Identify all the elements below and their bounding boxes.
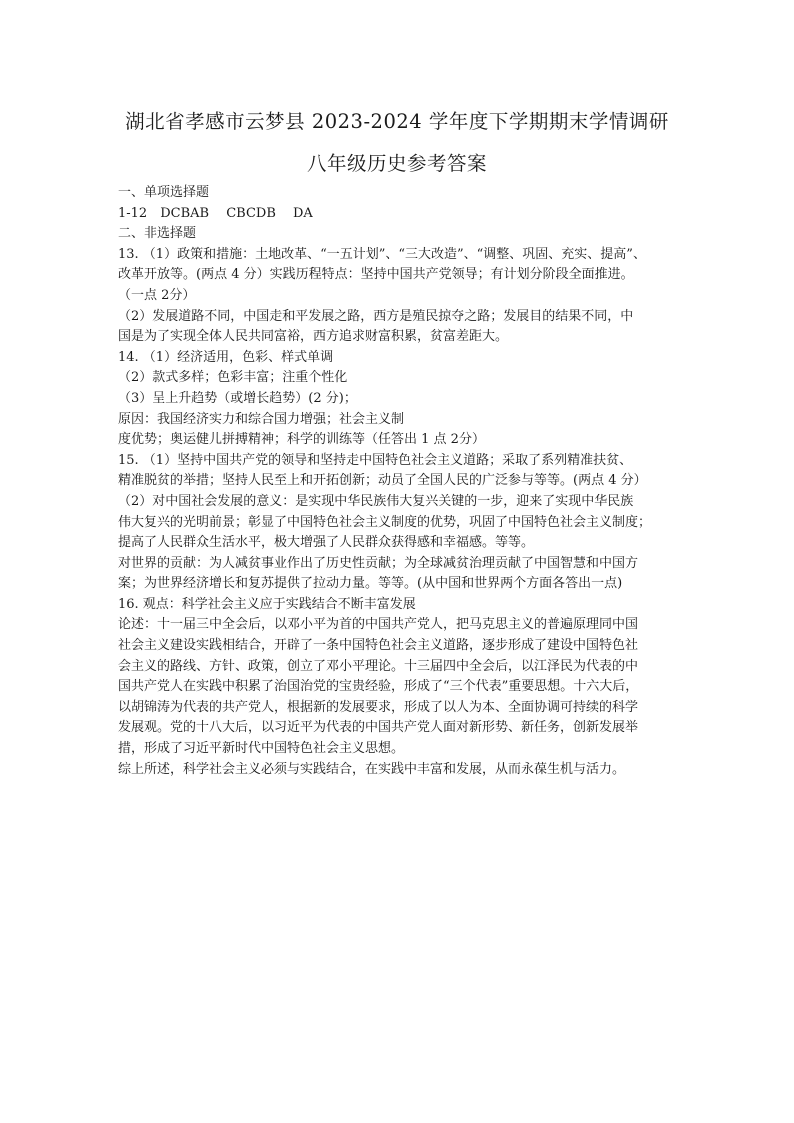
answer-line: （2）发展道路不同，中国走和平发展之路，西方是殖民掠夺之路；发展目的结果不同，中 xyxy=(118,308,634,324)
answer-line: 论述：十一届三中全会后，以邓小平为首的中国共产党人，把马克思主义的普遍原理同中国 xyxy=(118,617,639,633)
answer-line: 会主义的路线、方针、政策，创立了邓小平理论。十三届四中全会后，以江泽民为代表的中 xyxy=(118,658,639,674)
answer-content xyxy=(118,183,684,780)
section-heading-non-choice: 二、非选择题 xyxy=(118,226,197,242)
answer-line: （2）款式多样；色彩丰富；注重个性化 xyxy=(118,370,348,386)
answer-line: 度优势；奥运健儿拼搏精神；科学的训练等（任答出 1 点 2分） xyxy=(118,432,485,448)
answer-line: 社会主义建设实践相结合，开辟了一条中国特色社会主义道路，逐步形成了建设中国特色社 xyxy=(118,638,639,654)
document-subtitle: 八年级历史参考答案 xyxy=(306,152,487,175)
answer-line: 伟大复兴的光明前景；彰显了中国特色社会主义制度的优势，巩固了中国特色社会主义制度； xyxy=(118,514,652,530)
answer-line: 提高了人民群众生活水平，极大增强了人民群众获得感和幸福感。等等。 xyxy=(118,535,535,551)
single-choice-answers: 1-12 DCBAB CBCDB DA xyxy=(118,205,313,221)
answer-line: 对世界的贡献：为人减贫事业作出了历史性贡献；为全球减贫治理贡献了中国智慧和中国方 xyxy=(118,555,639,571)
answer-line: 16. 观点：科学社会主义应于实践结合不断丰富发展 xyxy=(118,596,416,612)
answer-line: 以胡锦涛为代表的共产党人，根据新的发展要求，形成了以人为本、全面协调可持续的科学 xyxy=(118,699,639,715)
answer-line: 15. （1）坚持中国共产党的领导和坚持走中国特色社会主义道路；采取了系列精准扶贫、 xyxy=(118,452,633,468)
answer-line: 国是为了实现全体人民共同富裕，西方追求财富积累，贫富差距大。 xyxy=(118,329,509,345)
answer-line: 改革开放等。(两点 4 分）实践历程特点：坚持中国共产党领导；有计划分阶段全面推进。 xyxy=(118,267,634,283)
answer-line: 13. （1）政策和措施：土地改革、“一五计划”、“三大改造”、“调整、巩固、充实、提高”、 xyxy=(118,246,646,262)
answer-line: 14. （1）经济适用，色彩、样式单调 xyxy=(118,349,334,365)
answer-line: 精准脱贫的举措；坚持人民至上和开拓创新；动员了全国人民的广泛参与等等。(两点 4 分） xyxy=(118,473,647,489)
answer-line: （2）对中国社会发展的意义：是实现中华民族伟大复兴关键的一步，迎来了实现中华民族 xyxy=(118,493,634,509)
document-title: 湖北省孝感市云梦县 2023-2024 学年度下学期期末学情调研 xyxy=(125,110,669,133)
answer-line: 发展观。党的十八大后，以习近平为代表的中国共产党人面对新形势、新任务，创新发展举 xyxy=(118,720,639,736)
answer-line: 措，形成了习近平新时代中国特色社会主义思想。 xyxy=(118,741,405,757)
answer-line: 综上所述，科学社会主义必须与实践结合，在实践中丰富和发展，从而永葆生机与活力。 xyxy=(118,761,626,777)
section-heading-single-choice: 一、单项选择题 xyxy=(118,185,210,200)
answer-line: 原因：我国经济实力和综合国力增强；社会主义制 xyxy=(118,411,405,427)
answer-line: （一点 2分） xyxy=(118,287,196,303)
answer-line: （3）呈上升趋势（或增长趋势）(2 分)； xyxy=(118,390,357,406)
answer-line: 国共产党人在实践中积累了治国治党的宝贵经验，形成了“三个代表”重要思想。十六大后， xyxy=(118,679,639,695)
answer-line: 案；为世界经济增长和复苏提供了拉动力量。等等。(从中国和世界两个方面各答出一点) xyxy=(118,576,623,592)
